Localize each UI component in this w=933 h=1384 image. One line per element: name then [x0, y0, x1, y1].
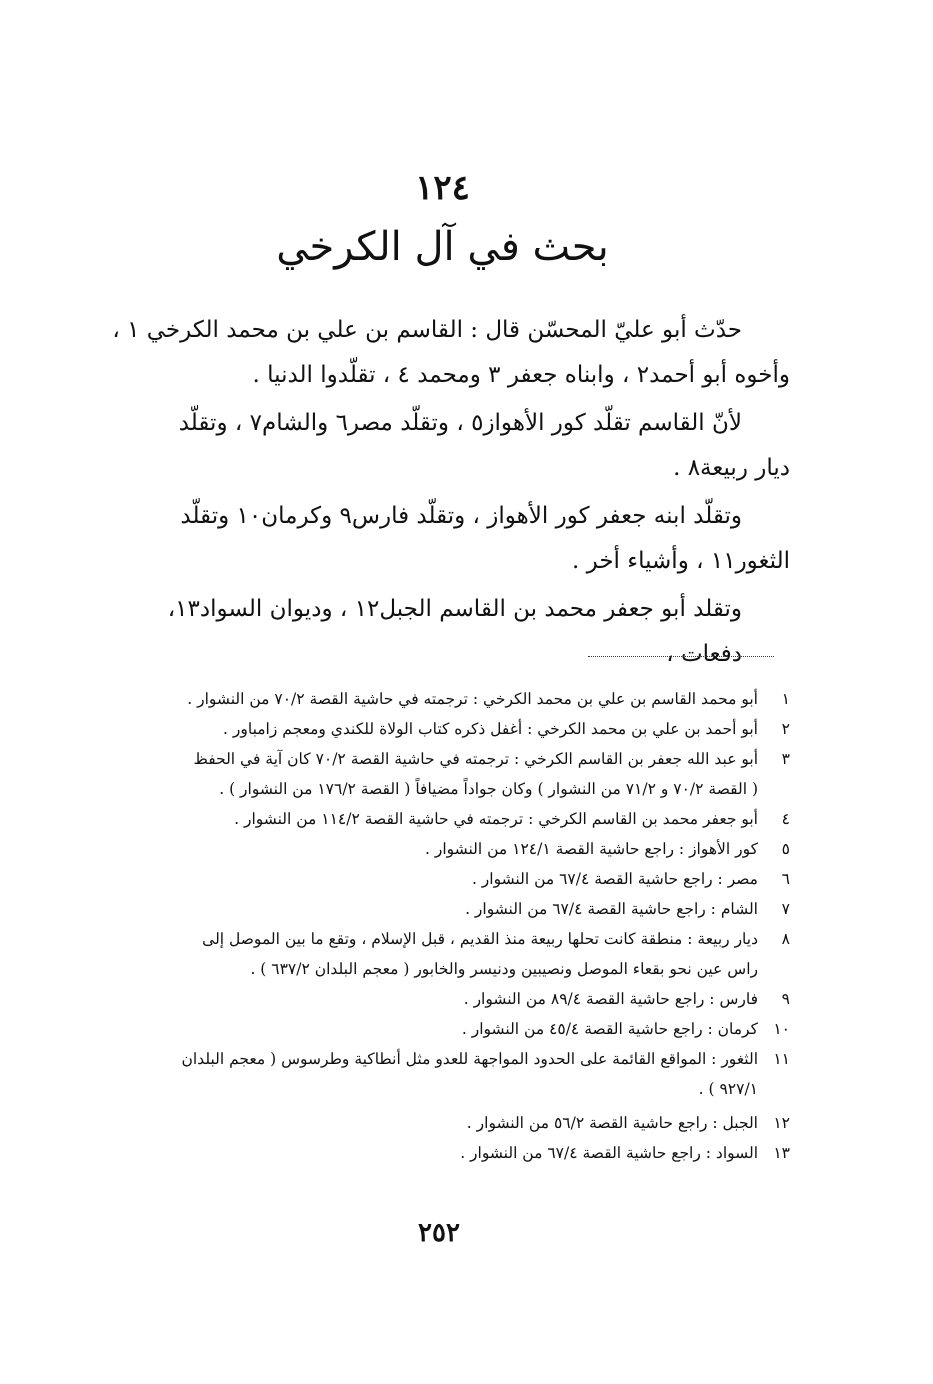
text-line: الثغور١١ ، وأشياء أخر . [572, 548, 790, 574]
footnote-number: ١ [781, 690, 790, 708]
footnote-text: أبو عبد الله جعفر بن القاسم الكرخي : ترجمته في حاشية القصة ٧٠/٢ كان آية في الحفظ ( القصة ٧٠/٢ و ٧١/٢ من النشوار ) وكان جواداً مضيافاً ( القصة ١٧٦/٢ من النشوار ) . [193, 750, 758, 798]
footnote-number: ١٣ [773, 1144, 790, 1162]
text-line: وتقلد أبو جعفر محمد بن القاسم الجبل١٢ ، وديوان السواد١٣، دفعات ، [167, 596, 742, 667]
footnote-text: كرمان : راجع حاشية القصة ٤٥/٤ من النشوار . [461, 1020, 758, 1038]
text-line: ديار ربيعة٨ . [673, 455, 790, 481]
paragraph [100, 401, 790, 491]
footnote-number: ٥ [781, 840, 790, 858]
footnote-text: الثغور : المواقع القائمة على الحدود المواجهة للعدو مثل أنطاكية وطرسوس ( معجم البلدان ٩٢٧/١ ) . [181, 1050, 758, 1098]
footnote-text: الجبل : راجع حاشية القصة ٥٦/٢ من النشوار . [466, 1114, 758, 1132]
footnote-number: ١٠ [773, 1020, 790, 1038]
footnote [100, 714, 790, 744]
footnote-text: أبو أحمد بن علي بن محمد الكرخي : أغفل ذكره كتاب الولاة للكندي ومعجم زامباور . [223, 720, 758, 738]
text-line: لأنّ القاسم تقلّد كور الأهواز٥ ، وتقلّد مصر٦ والشام٧ ، وتقلّد [178, 410, 742, 436]
footnote-number: ٩ [781, 990, 790, 1008]
footnote-number: ١١ [773, 1050, 790, 1068]
footnote-text: الشام : راجع حاشية القصة ٦٧/٤ من النشوار . [465, 900, 758, 918]
footnote-number: ٢ [781, 720, 790, 738]
footnote [100, 984, 790, 1014]
footnote [100, 1014, 790, 1044]
footnote-text: مصر : راجع حاشية القصة ٦٧/٤ من النشوار . [471, 870, 758, 888]
footnotes-list [100, 684, 790, 1168]
main-text [100, 308, 790, 677]
footnote [100, 834, 790, 864]
paragraph [100, 494, 790, 584]
footnote-text: أبو محمد القاسم بن علي بن محمد الكرخي : ترجمته في حاشية القصة ٧٠/٢ من النشوار . [187, 690, 758, 708]
footnote-text: كور الأهواز : راجع حاشية القصة ١٢٤/١ من النشوار . [425, 840, 758, 858]
section-title: بحث في آل الكرخي [276, 224, 609, 270]
paragraph [100, 587, 790, 677]
footnote [100, 1108, 790, 1138]
text-line: وأخوه أبو أحمد٢ ، وابناه جعفر ٣ ومحمد ٤ ، تقلّدوا الدنيا . [252, 362, 790, 388]
footnote-number: ٨ [781, 930, 790, 948]
paragraph [100, 308, 790, 398]
text-line: حدّث أبو عليّ المحسّن قال : القاسم بن علي بن محمد الكرخي ١ ، [112, 317, 742, 343]
text-line: وتقلّد ابنه جعفر كور الأهواز ، وتقلّد فارس٩ وكرمان١٠ وتقلّد [180, 503, 742, 529]
footnote [100, 684, 790, 714]
footnote [100, 1044, 790, 1104]
footnote [100, 804, 790, 834]
footnote-number: ٦ [781, 870, 790, 888]
footnote [100, 924, 790, 984]
footnote-number: ٣ [781, 750, 790, 768]
footnote-text: ديار ربيعة : منطقة كانت تحلها ربيعة منذ القديم ، قبل الإسلام ، وتقع ما بين الموصل إلى راس عين نحو بقعاء الموصل ونصيبين ودنيسر والخابور ( معجم البلدان ٦٣٧/٢ ) . [202, 930, 758, 978]
footnote-text: أبو جعفر محمد بن القاسم الكرخي : ترجمته في حاشية القصة ١١٤/٢ من النشوار . [234, 810, 758, 828]
footnote [100, 864, 790, 894]
footnote [100, 894, 790, 924]
section-number: ١٢٤ [415, 168, 470, 208]
page-number: ٢٥٢ [418, 1218, 460, 1248]
footnote-number: ٤ [781, 810, 790, 828]
footnote-text: السواد : راجع حاشية القصة ٦٧/٤ من النشوار . [460, 1144, 758, 1162]
footnote [100, 1138, 790, 1168]
footnote-number: ١٢ [773, 1114, 790, 1132]
footnote [100, 744, 790, 804]
footnote-divider [588, 656, 774, 657]
footnote-number: ٧ [781, 900, 790, 918]
footnote-text: فارس : راجع حاشية القصة ٨٩/٤ من النشوار . [463, 990, 758, 1008]
